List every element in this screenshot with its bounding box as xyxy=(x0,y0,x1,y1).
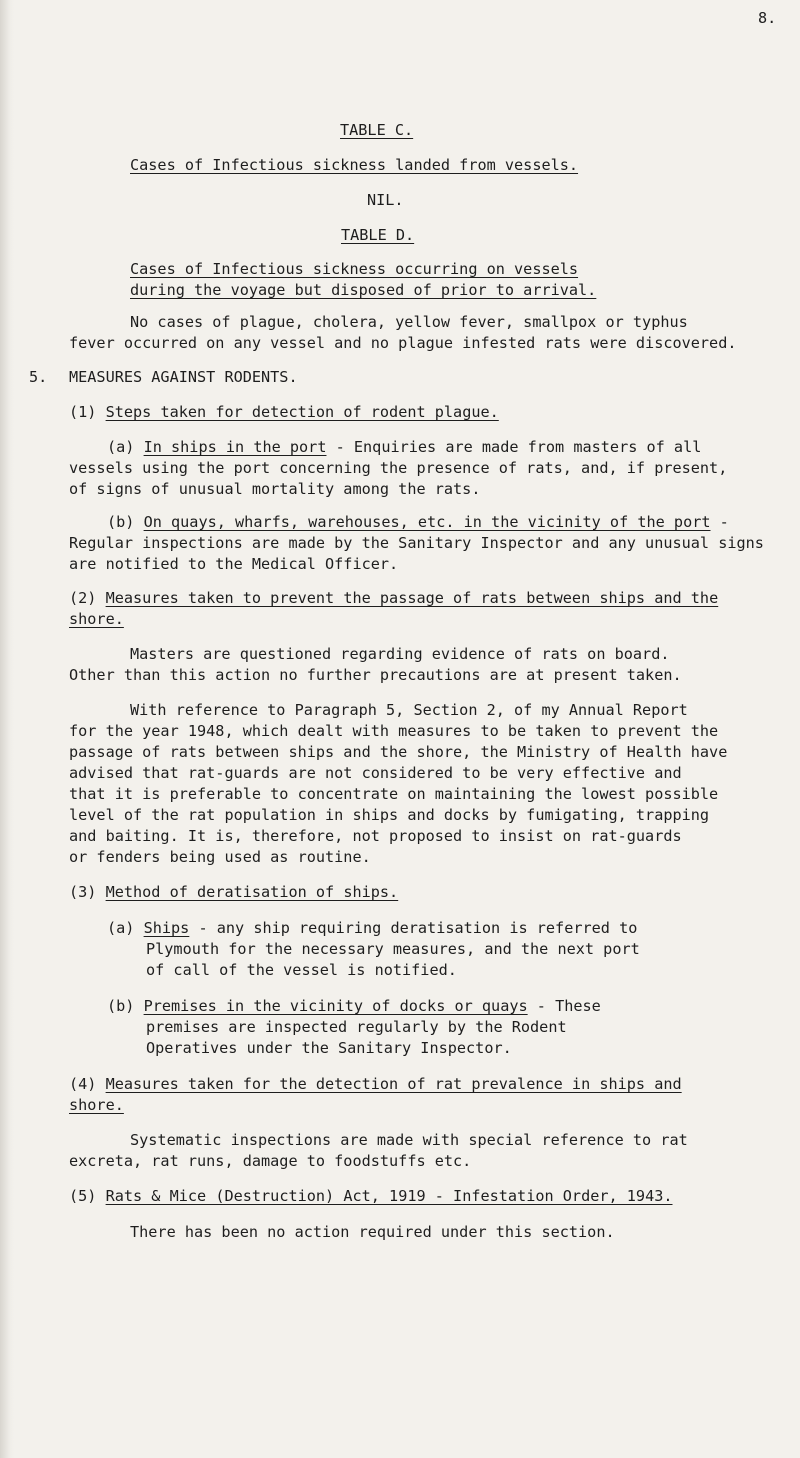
s4-title-line2: shore. xyxy=(69,1096,124,1114)
s2-p2-line2: for the year 1948, which dealt with measures to be taken to prevent the xyxy=(69,722,719,740)
section-heading: MEASURES AGAINST RODENTS. xyxy=(69,368,298,386)
s4-title-line1 xyxy=(69,1074,682,1094)
table-d-body-line1: No cases of plague, cholera, yellow fever, smallpox or typhus xyxy=(130,313,688,331)
s1b-num: (b) xyxy=(107,513,135,531)
page-edge-shadow xyxy=(0,0,14,1458)
s1b-line3: are notified to the Medical Officer. xyxy=(69,555,399,573)
s1a-line3: of signs of unusual mortality among the rats. xyxy=(69,480,481,498)
s2-p2-line8: or fenders being used as routine. xyxy=(69,848,371,866)
s3b-line1 xyxy=(107,996,601,1016)
s1a-line2: vessels using the port concerning the presence of rats, and, if present, xyxy=(69,459,728,477)
s3-title-line xyxy=(69,882,398,902)
s1b-line1 xyxy=(107,512,729,532)
s1-number xyxy=(69,402,499,422)
s3b-title: Premises in the vicinity of docks or quays xyxy=(143,997,528,1015)
s2-num: (2) xyxy=(69,589,97,607)
s4-title1: Measures taken for the detection of rat prevalence in ships and xyxy=(105,1075,682,1093)
table-d-subtitle-line1: Cases of Infectious sickness occurring on vessels xyxy=(130,260,579,278)
s3a-line2: Plymouth for the necessary measures, and the next port xyxy=(146,940,640,958)
s3a-num: (a) xyxy=(107,919,135,937)
s3b-num: (b) xyxy=(107,997,135,1015)
s3b-line3: Operatives under the Sanitary Inspector. xyxy=(146,1039,512,1057)
s3-num: (3) xyxy=(69,883,97,901)
s3b-text1: - These xyxy=(527,997,601,1015)
s1a-num: (a) xyxy=(107,438,135,456)
s5-title: Rats & Mice (Destruction) Act, 1919 - Infestation Order, 1943. xyxy=(105,1187,673,1205)
s4-num: (4) xyxy=(69,1075,97,1093)
s4-p-line2: excreta, rat runs, damage to foodstuffs etc. xyxy=(69,1152,472,1170)
s1a-line1 xyxy=(107,437,701,457)
s2-p1-line2: Other than this action no further precautions are at present taken. xyxy=(69,666,682,684)
s2-title-line2: shore. xyxy=(69,610,124,628)
s1-title: Steps taken for detection of rodent plague. xyxy=(105,403,499,421)
s3a-line1 xyxy=(107,918,637,938)
s3a-line3: of call of the vessel is notified. xyxy=(146,961,457,979)
s1a-text1: - Enquiries are made from masters of all xyxy=(326,438,702,456)
s2-p2-line5: that it is preferable to concentrate on maintaining the lowest possible xyxy=(69,785,719,803)
section-number: 5. xyxy=(29,368,48,386)
s1b-text1: - xyxy=(710,513,729,531)
s2-p1-line1: Masters are questioned regarding evidence of rats on board. xyxy=(130,645,670,663)
s2-p2-line3: passage of rats between ships and the shore, the Ministry of Health have xyxy=(69,743,728,761)
s2-p2-line6: level of the rat population in ships and docks by fumigating, trapping xyxy=(69,806,710,824)
table-c-title: TABLE C. xyxy=(340,121,414,139)
s1b-title: On quays, wharfs, warehouses, etc. in the vicinity of the port xyxy=(143,513,711,531)
s1b-line2: Regular inspections are made by the Sanitary Inspector and any unusual signs xyxy=(69,534,764,552)
s3b-line2: premises are inspected regularly by the Rodent xyxy=(146,1018,567,1036)
s3a-text1: - any ship requiring deratisation is referred to xyxy=(189,919,638,937)
s2-p2-line7: and baiting. It is, therefore, not proposed to insist on rat-guards xyxy=(69,827,682,845)
s2-p2-line1: With reference to Paragraph 5, Section 2, of my Annual Report xyxy=(130,701,688,719)
table-c-subtitle: Cases of Infectious sickness landed from vessels. xyxy=(130,156,579,174)
s2-p2-line4: advised that rat-guards are not considered to be very effective and xyxy=(69,764,682,782)
table-d-body-line2: fever occurred on any vessel and no plague infested rats were discovered. xyxy=(69,334,737,352)
page-number: 8. xyxy=(758,9,777,27)
s1-num: (1) xyxy=(69,403,97,421)
s5-num: (5) xyxy=(69,1187,97,1205)
s3-title: Method of deratisation of ships. xyxy=(105,883,399,901)
s1a-title: In ships in the port xyxy=(143,438,327,456)
s5-p-line1: There has been no action required under this section. xyxy=(130,1223,615,1241)
s5-title-line xyxy=(69,1186,673,1206)
s2-title-line1 xyxy=(69,588,718,608)
s2-title1: Measures taken to prevent the passage of rats between ships and the xyxy=(105,589,719,607)
table-d-title: TABLE D. xyxy=(341,226,415,244)
s3a-title: Ships xyxy=(143,919,190,937)
table-c-value: NIL. xyxy=(367,191,404,209)
table-d-subtitle-line2: during the voyage but disposed of prior to arrival. xyxy=(130,281,597,299)
s4-p-line1: Systematic inspections are made with special reference to rat xyxy=(130,1131,688,1149)
